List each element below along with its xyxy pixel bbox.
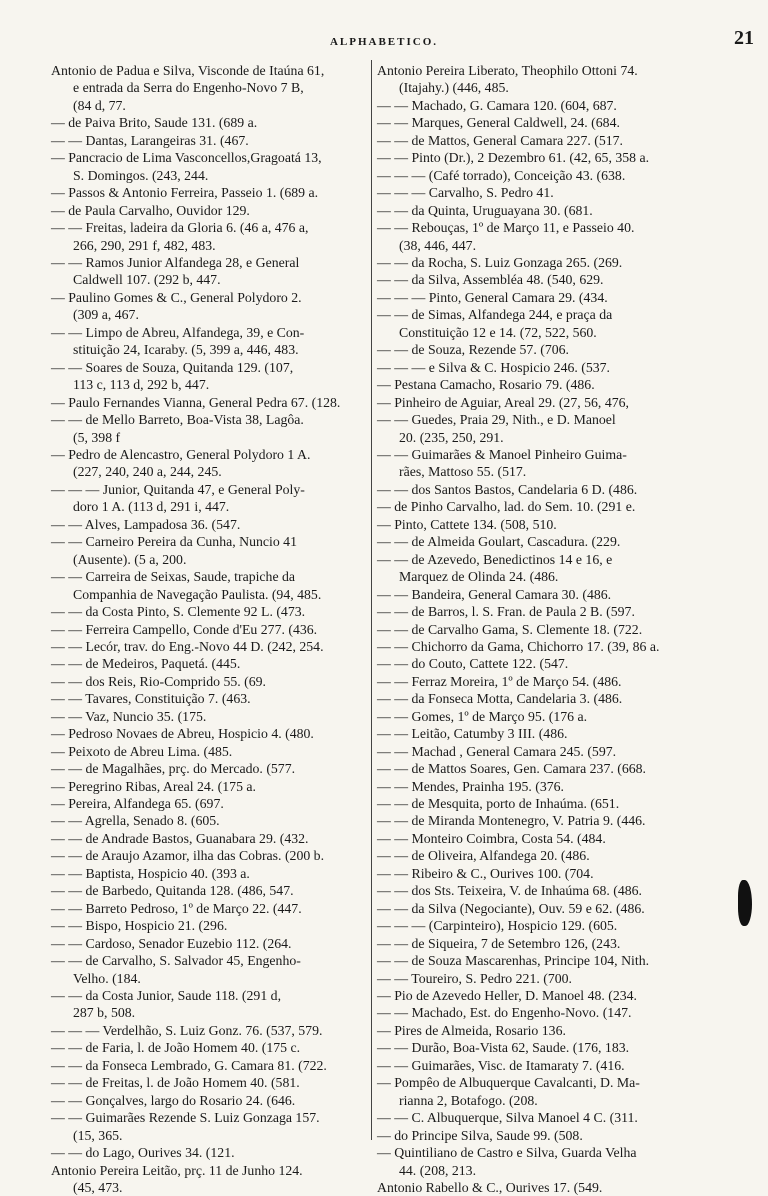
directory-entry	[377, 586, 695, 603]
entry-continuation: stituição 24, Icaraby. (5, 399 a, 446, 483.	[73, 342, 299, 358]
directory-entry	[377, 970, 695, 987]
directory-entry	[377, 254, 695, 271]
entry-line: — — de Carvalho Gama, S. Clemente 18. (722.	[377, 621, 643, 637]
entry-line: — — de Mello Barreto, Boa-Vista 38, Lagôa.	[51, 412, 304, 428]
entry-line: — — Limpo de Abreu, Alfandega, 39, e Con-	[51, 324, 305, 340]
entry-line: — — — (Carpinteiro), Hospicio 129. (605.	[377, 918, 618, 934]
directory-entry	[377, 1004, 695, 1021]
page-number: 21	[734, 27, 754, 49]
directory-entry	[51, 62, 369, 114]
entry-line: — — Barreto Pedroso, 1º de Março 22. (447.	[51, 900, 302, 916]
directory-entry	[51, 149, 369, 184]
directory-entry	[51, 1057, 369, 1074]
entry-line: — — — (Café torrado), Conceição 43. (638.	[377, 167, 626, 183]
entry-line: — Paulino Gomes & C., General Polydoro 2.	[51, 289, 302, 305]
entry-line: — — da Costa Junior, Saude 118. (291 d,	[51, 988, 282, 1004]
entry-line: — Pio de Azevedo Heller, D. Manoel 48. (234.	[377, 988, 637, 1004]
entry-line: — — Rebouças, 1º de Março 11, e Passeio 40.	[377, 220, 635, 236]
ink-blot	[738, 880, 752, 926]
entry-line: — — da Silva (Negociante), Ouv. 59 e 62. (486.	[377, 900, 645, 916]
running-header: ALPHABETICO.	[329, 36, 439, 48]
entry-continuation: (309 a, 467.	[73, 307, 139, 323]
entry-line: — — Ferreira Campello, Conde d'Eu 277. (436.	[51, 621, 318, 637]
entry-continuation: (Ausente). (5 a, 200.	[73, 551, 187, 567]
directory-entry	[51, 219, 369, 254]
entry-line: — — de Mattos, General Camara 227. (517.	[377, 132, 623, 148]
entry-continuation: (38, 446, 447.	[399, 237, 477, 253]
entry-line: — — Dantas, Larangeiras 31. (467.	[51, 132, 249, 148]
entry-line: — — Leitão, Catumby 3 III. (486.	[377, 726, 568, 742]
entry-line: — — Cardoso, Senador Euzebio 112. (264.	[51, 935, 292, 951]
entry-continuation: rães, Mattoso 55. (517.	[399, 464, 527, 480]
entry-line: — Pancracio de Lima Vasconcellos,Gragoatá 13,	[51, 150, 322, 166]
directory-entry	[377, 184, 695, 201]
entry-line: — — Machad , General Camara 245. (597.	[377, 743, 617, 759]
entry-continuation: doro 1 A. (113 d, 291 i, 447.	[73, 499, 230, 515]
directory-entry	[377, 132, 695, 149]
directory-entry	[377, 917, 695, 934]
entry-continuation: 266, 290, 291 f, 482, 483.	[73, 237, 216, 253]
directory-entry	[51, 289, 369, 324]
directory-entry	[51, 935, 369, 952]
directory-entry	[51, 359, 369, 394]
entry-line: — Pereira, Alfandega 65. (697.	[51, 796, 224, 812]
directory-entry	[51, 621, 369, 638]
entry-line: — de Paiva Brito, Saude 131. (689 a.	[51, 115, 258, 131]
entry-line: — — Machado, G. Camara 120. (604, 687.	[377, 97, 617, 113]
directory-entry	[51, 900, 369, 917]
directory-entry	[377, 551, 695, 586]
directory-entry	[377, 376, 695, 393]
entry-line: — — dos Sts. Teixeira, V. de Inhaúma 68. (486.	[377, 883, 642, 899]
entry-line: Antonio Pereira Liberato, Theophilo Ottoni 74.	[377, 63, 638, 78]
entry-line: — — da Costa Pinto, S. Clemente 92 L. (473.	[51, 604, 306, 620]
entry-continuation: (15, 365.	[73, 1127, 123, 1143]
directory-entry	[51, 865, 369, 882]
directory-entry	[51, 184, 369, 201]
directory-entry	[377, 847, 695, 864]
directory-entry	[377, 760, 695, 777]
entry-line: — Quintiliano de Castro e Silva, Guarda Velha	[377, 1145, 637, 1161]
entry-line: — — do Couto, Cattete 122. (547.	[377, 656, 569, 672]
directory-entry	[377, 219, 695, 254]
entry-continuation: Companhia de Navegação Paulista. (94, 485.	[73, 586, 322, 602]
entry-line: — — Bandeira, General Camara 30. (486.	[377, 586, 612, 602]
directory-entry	[51, 987, 369, 1022]
right-column	[377, 62, 695, 1196]
directory-entry	[51, 202, 369, 219]
entry-line: — — de Freitas, l. de João Homem 40. (581.	[51, 1075, 300, 1091]
directory-entry	[51, 725, 369, 742]
directory-entry	[377, 359, 695, 376]
entry-line: — — Durão, Boa-Vista 62, Saude. (176, 183.	[377, 1040, 630, 1056]
entry-line: — — de Mattos Soares, Gen. Camara 237. (668.	[377, 761, 646, 777]
directory-entry	[51, 324, 369, 359]
entry-continuation: (5, 398 f	[73, 429, 121, 445]
entry-continuation: Constituição 12 e 14. (72, 522, 560.	[399, 324, 597, 340]
entry-continuation: (227, 240, 240 a, 244, 245.	[73, 464, 222, 480]
entry-line: — — Ramos Junior Alfandega 28, e General	[51, 254, 300, 270]
entry-line: — — Toureiro, S. Pedro 221. (700.	[377, 970, 572, 986]
directory-entry	[377, 621, 695, 638]
directory-entry	[51, 1092, 369, 1109]
directory-entry	[51, 778, 369, 795]
directory-entry	[51, 708, 369, 725]
directory-entry	[377, 882, 695, 899]
entry-line: — — Alves, Lampadosa 36. (547.	[51, 516, 241, 532]
directory-entry	[377, 725, 695, 742]
directory-entry	[51, 743, 369, 760]
entry-continuation: Marquez de Olinda 24. (486.	[399, 569, 559, 585]
entry-continuation: 113 c, 113 d, 292 b, 447.	[73, 377, 210, 393]
directory-entry	[51, 847, 369, 864]
directory-entry	[51, 411, 369, 446]
directory-entry	[51, 132, 369, 149]
entry-line: — — de Azevedo, Benedictinos 14 e 16, e	[377, 551, 613, 567]
left-column	[51, 62, 369, 1196]
entry-line: — — de Simas, Alfandega 244, e praça da	[377, 307, 613, 323]
entry-line: — Pedroso Novaes de Abreu, Hospicio 4. (480.	[51, 726, 314, 742]
entry-line: — Passos & Antonio Ferreira, Passeio 1. (689 a.	[51, 185, 319, 201]
directory-entry	[377, 1039, 695, 1056]
entry-line: — — Soares de Souza, Quitanda 129. (107,	[51, 359, 294, 375]
entry-line: — — de Araujo Azamor, ilha das Cobras. (200 b.	[51, 848, 325, 864]
entry-line: — — de Miranda Montenegro, V. Patria 9. (446.	[377, 813, 646, 829]
entry-line: — — Lecór, trav. do Eng.-Novo 44 D. (242, 254.	[51, 638, 324, 654]
entry-line: — — Guedes, Praia 29, Nith., e D. Manoel	[377, 412, 616, 428]
entry-line: — Pinto, Cattete 134. (508, 510.	[377, 516, 557, 532]
directory-entry	[377, 865, 695, 882]
entry-line: — — Gomes, 1º de Março 95. (176 a.	[377, 708, 588, 724]
directory-entry	[377, 1074, 695, 1109]
entry-line: — — Tavares, Constituição 7. (463.	[51, 691, 251, 707]
entry-line: — — de Medeiros, Paquetá. (445.	[51, 656, 241, 672]
entry-line: — — Chichorro da Gama, Chichorro 17. (39, 86 a.	[377, 638, 660, 654]
directory-entry	[51, 114, 369, 131]
entry-line: — — — Junior, Quitanda 47, e General Poly-	[51, 481, 305, 497]
entry-line: — — Ribeiro & C., Ourives 100. (704.	[377, 865, 594, 881]
directory-entry	[51, 917, 369, 934]
entry-line: — Peixoto de Abreu Lima. (485.	[51, 743, 233, 759]
entry-line: — — Guimarães & Manoel Pinheiro Guima-	[377, 446, 627, 462]
directory-entry	[377, 778, 695, 795]
entry-continuation: (84 d, 77.	[73, 97, 126, 113]
entry-line: — — Freitas, ladeira da Gloria 6. (46 a, 476 a,	[51, 220, 309, 236]
directory-entry	[51, 516, 369, 533]
entry-line: — — Guimarães, Visc. de Itamaraty 7. (416.	[377, 1057, 625, 1073]
entry-line: — — da Rocha, S. Luiz Gonzaga 265. (269.	[377, 254, 623, 270]
entry-line: — — de Mesquita, porto de Inhaúma. (651.	[377, 796, 620, 812]
entry-line: Antonio Rabello & C., Ourives 17. (549.	[377, 1180, 603, 1195]
entry-line: Antonio de Padua e Silva, Visconde de Itaúna 61,	[51, 63, 325, 78]
entry-line: — — — Verdelhão, S. Luiz Gonz. 76. (537, 579.	[51, 1022, 323, 1038]
directory-entry	[51, 760, 369, 777]
directory-entry	[51, 638, 369, 655]
entry-line: — — de Carvalho, S. Salvador 45, Engenho-	[51, 953, 301, 969]
directory-entry	[377, 830, 695, 847]
entry-line: — — dos Reis, Rio-Comprido 55. (69.	[51, 673, 267, 689]
directory-entry	[377, 743, 695, 760]
entry-line: — — de Magalhães, prç. do Mercado. (577.	[51, 761, 296, 777]
entry-line: — — dos Santos Bastos, Candelaria 6 D. (486.	[377, 481, 638, 497]
directory-entry	[377, 516, 695, 533]
directory-entry	[51, 481, 369, 516]
entry-line: — — Guimarães Rezende S. Luiz Gonzaga 157.	[51, 1110, 320, 1126]
directory-entry	[377, 1144, 695, 1179]
entry-continuation: Caldwell 107. (292 b, 447.	[73, 272, 221, 288]
directory-entry	[377, 935, 695, 952]
directory-entry	[51, 1022, 369, 1039]
directory-entry	[377, 271, 695, 288]
entry-line: — — do Lago, Ourives 34. (121.	[51, 1145, 235, 1161]
directory-entry	[51, 1074, 369, 1091]
entry-line: — Pedro de Alencastro, General Polydoro 1 A.	[51, 446, 311, 462]
entry-line: — — de Almeida Goulart, Cascadura. (229.	[377, 534, 621, 550]
directory-entry	[377, 690, 695, 707]
entry-line: — — Bispo, Hospicio 21. (296.	[51, 918, 228, 934]
entry-line: — — da Silva, Assembléa 48. (540, 629.	[377, 272, 604, 288]
directory-entry	[51, 394, 369, 411]
directory-entry	[377, 1057, 695, 1074]
entry-line: — — da Fonseca Motta, Candelaria 3. (486.	[377, 691, 623, 707]
entry-line: — — — Pinto, General Camara 29. (434.	[377, 289, 608, 305]
directory-entry	[377, 306, 695, 341]
entry-line: — — de Oliveira, Alfandega 20. (486.	[377, 848, 590, 864]
entry-line: — Pestana Camacho, Rosario 79. (486.	[377, 377, 595, 393]
entry-line: — Pires de Almeida, Rosario 136.	[377, 1022, 566, 1038]
entry-line: — — de Siqueira, 7 de Setembro 126, (243.	[377, 935, 621, 951]
entry-line: — do Principe Silva, Saude 99. (508.	[377, 1127, 583, 1143]
entry-line: — — Ferraz Moreira, 1º de Março 54. (486.	[377, 673, 622, 689]
directory-entry	[51, 882, 369, 899]
entry-line: — — Baptista, Hospicio 40. (393 a.	[51, 865, 250, 881]
directory-entry	[377, 149, 695, 166]
directory-entry	[51, 1109, 369, 1144]
entry-line: — Peregrino Ribas, Areal 24. (175 a.	[51, 778, 256, 794]
directory-entry	[377, 638, 695, 655]
directory-entry	[377, 394, 695, 411]
entry-line: — — de Barros, l. S. Fran. de Paula 2 B. (597.	[377, 604, 635, 620]
entry-line: — — Monteiro Coimbra, Costa 54. (484.	[377, 830, 606, 846]
entry-line: — — de Barbedo, Quitanda 128. (486, 547.	[51, 883, 294, 899]
entry-line: — — de Andrade Bastos, Guanabara 29. (432.	[51, 830, 309, 846]
entry-continuation: 20. (235, 250, 291.	[399, 429, 504, 445]
directory-entry	[377, 655, 695, 672]
directory-entry	[51, 952, 369, 987]
entry-line: — de Paula Carvalho, Ouvidor 129.	[51, 202, 250, 218]
entry-continuation: e entrada da Serra do Engenho-Novo 7 B,	[73, 80, 304, 96]
entry-line: — — Mendes, Prainha 195. (376.	[377, 778, 564, 794]
entry-continuation: 44. (208, 213.	[399, 1162, 477, 1178]
entry-line: — — Pinto (Dr.), 2 Dezembro 61. (42, 65, 358 a.	[377, 150, 650, 166]
directory-entry	[377, 114, 695, 131]
entry-line: — — — e Silva & C. Hospicio 246. (537.	[377, 359, 611, 375]
entry-line: — Pompêo de Albuquerque Cavalcanti, D. Ma-	[377, 1075, 640, 1091]
directory-entry	[51, 254, 369, 289]
directory-entry	[377, 795, 695, 812]
directory-entry	[51, 795, 369, 812]
directory-entry	[377, 987, 695, 1004]
directory-entry	[377, 446, 695, 481]
entry-line: — — Carneiro Pereira da Cunha, Nuncio 41	[51, 534, 297, 550]
directory-entry	[51, 690, 369, 707]
entry-line: — — Marques, General Caldwell, 24. (684.	[377, 115, 620, 131]
entry-line: — — Agrella, Senado 8. (605.	[51, 813, 220, 829]
directory-entry	[377, 202, 695, 219]
directory-entry	[377, 411, 695, 446]
directory-entry	[377, 952, 695, 969]
directory-entry	[51, 830, 369, 847]
directory-entry	[377, 812, 695, 829]
directory-entry	[51, 655, 369, 672]
directory-entry	[51, 533, 369, 568]
directory-entry	[377, 1179, 695, 1196]
directory-entry	[51, 568, 369, 603]
entry-continuation: Velho. (184.	[73, 970, 141, 986]
entry-line: — — C. Albuquerque, Silva Manoel 4 C. (311.	[377, 1110, 638, 1126]
directory-entry	[377, 289, 695, 306]
entry-line: — — da Quinta, Uruguayana 30. (681.	[377, 202, 593, 218]
entry-line: — — da Fonseca Lembrado, G. Camara 81. (722.	[51, 1057, 327, 1073]
directory-entry	[51, 1039, 369, 1056]
entry-line: — — — Carvalho, S. Pedro 41.	[377, 185, 554, 201]
directory-entry	[377, 481, 695, 498]
entry-continuation: S. Domingos. (243, 244.	[73, 167, 209, 183]
entry-continuation: 287 b, 508.	[73, 1005, 136, 1021]
entry-line: — Pinheiro de Aguiar, Areal 29. (27, 56, 476,	[377, 394, 629, 410]
directory-entry	[377, 603, 695, 620]
entry-line: Antonio Pereira Leitão, prç. 11 de Junho 124.	[51, 1162, 303, 1178]
entry-line: — — Vaz, Nuncio 35. (175.	[51, 708, 207, 724]
entry-continuation: (Itajahy.) (446, 485.	[399, 80, 509, 96]
entry-line: — — de Faria, l. de João Homem 40. (175 c.	[51, 1040, 301, 1056]
entry-line: — — Carreira de Seixas, Saude, trapiche da	[51, 569, 296, 585]
directory-entry	[51, 446, 369, 481]
directory-entry	[377, 1109, 695, 1126]
entry-line: — — Machado, Est. do Engenho-Novo. (147.	[377, 1005, 632, 1021]
directory-entry	[51, 1144, 369, 1161]
directory-entry	[377, 1127, 695, 1144]
entry-continuation: rianna 2, Botafogo. (208.	[399, 1092, 538, 1108]
directory-entry	[377, 167, 695, 184]
directory-entry	[377, 62, 695, 97]
entry-line: — — de Souza Mascarenhas, Principe 104, Nith.	[377, 953, 650, 969]
directory-entry	[377, 498, 695, 515]
directory-entry	[377, 708, 695, 725]
entry-line: — — de Souza, Rezende 57. (706.	[377, 342, 569, 358]
directory-entry	[51, 603, 369, 620]
directory-entry	[377, 1022, 695, 1039]
directory-entry	[51, 673, 369, 690]
directory-entry	[377, 900, 695, 917]
directory-entry	[377, 673, 695, 690]
directory-entry	[51, 1162, 369, 1196]
entry-line: — — Gonçalves, largo do Rosario 24. (646.	[51, 1092, 296, 1108]
entry-continuation: (45, 473.	[73, 1180, 123, 1195]
directory-entry	[377, 97, 695, 114]
column-divider	[371, 60, 372, 1140]
entry-line: — Paulo Fernandes Vianna, General Pedra 67. (128.	[51, 394, 341, 410]
directory-entry	[377, 533, 695, 550]
entry-line: — de Pinho Carvalho, lad. do Sem. 10. (291 e.	[377, 499, 636, 515]
directory-entry	[51, 812, 369, 829]
directory-entry	[377, 341, 695, 358]
